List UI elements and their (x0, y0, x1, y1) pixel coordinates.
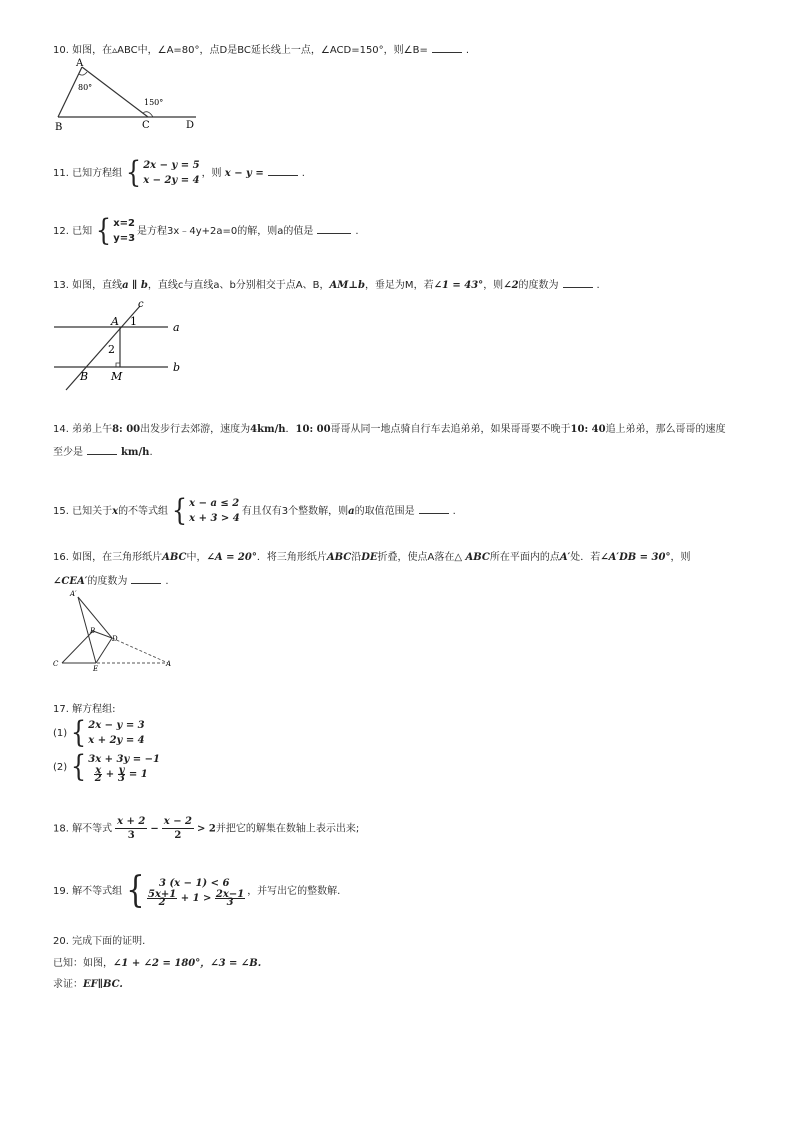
label-2: 2 (108, 343, 115, 356)
label-B: B (80, 370, 89, 383)
answer-blank (87, 444, 117, 455)
label-A: A (111, 315, 119, 328)
label-D: D (112, 635, 118, 643)
answer-blank (131, 573, 161, 584)
question-14-line2: 至少是 km/h. (53, 444, 153, 460)
figure-q13-parallel-lines (50, 296, 190, 392)
label-A: A (76, 58, 84, 69)
q10-text: 10. 如图，在▵ABC中，∠A=80°，点D是BC延长线上一点，∠ACD=150°，则∠B= (53, 45, 428, 56)
label-a: a (173, 321, 180, 334)
label-C: C (142, 120, 150, 131)
label-C: C (53, 660, 59, 668)
question-20: 20. 完成下面的证明. (53, 936, 146, 947)
question-14: 14. 弟弟上午8: 00出发步行去郊游，速度为4km/h．10: 00哥哥从同一地点骑自行车去追弟弟，如果哥哥要不晚于10: 40追上弟弟，那么哥哥的速度 (53, 424, 726, 435)
answer-blank (317, 223, 351, 234)
question-20-prove: 求证：EF∥BC. (53, 979, 123, 990)
label-Ap: A′ (70, 590, 77, 598)
equation-system: { 2x − y = 5 x − 2y = 4 (126, 155, 200, 190)
question-20-given: 已知：如图，∠1 + ∠2 = 180°，∠3 = ∠B. (53, 958, 262, 969)
answer-blank (432, 42, 462, 53)
label-b: b (173, 361, 181, 374)
label-M: M (111, 370, 123, 383)
question-11: 11. 已知方程组 { 2x − y = 5 x − 2y = 4 ，则 x − y = . (53, 155, 305, 190)
question-15: 15. 已知关于x的不等式组 { x − a ≤ 2 x + 3 > 4 有且仅有3个整数解，则a的取值范围是 . (53, 493, 456, 528)
label-80: 80° (78, 83, 93, 92)
label-B: B (90, 627, 96, 635)
inequality-system: { 3 (x − 1) < 6 $\frac{5x+1}{2}$ + 1 > $\frac{2x-1}{3}$ (126, 870, 245, 911)
question-19: 19. 解不等式组 { 3 (x − 1) < 6 $\frac{5x+1}{2}$ + 1 > $\frac{2x-1}{3}$ ，并写出它的整数解. (53, 870, 341, 911)
figure-q10-triangle (50, 58, 210, 133)
answer-blank (419, 503, 449, 514)
figure-q16-folded-triangle (52, 589, 182, 671)
question-17-part1: (1) { 2x − y = 3 x + 2y = 4 (53, 715, 145, 750)
label-1: 1 (130, 315, 137, 328)
question-13: 13. 如图，直线a ∥ b，直线c与直线a、b分别相交于点A、B，AM⊥b，垂足为M，若∠1 = 43°，则∠2的度数为 . (53, 277, 600, 293)
question-16-line2: ∠CEA′的度数为 . (53, 573, 169, 589)
answer-blank (563, 277, 593, 288)
label-150: 150° (144, 98, 164, 107)
question-12: 12. 已知 { x=2 y=3 是方程3x﹣4y+2a=0的解，则a的值是 . (53, 213, 359, 248)
question-10: 10. 如图，在▵ABC中，∠A=80°，点D是BC延长线上一点，∠ACD=150°，则∠B= . (53, 42, 469, 58)
question-18: 18. 解不等式 $\frac{x + 2}{3}$ − $\frac{x - 2}{2}$ > 2并把它的解集在数轴上表示出来; (53, 816, 360, 841)
question-17: 17. 解方程组: (53, 704, 116, 715)
label-A: A (166, 660, 172, 668)
equation-system: { x=2 y=3 (96, 213, 136, 248)
label-B: B (55, 122, 63, 133)
question-16: 16. 如图，在三角形纸片ABC中，∠A = 20°．将三角形纸片ABC沿DE折叠，使点A落在△ ABC所在平面内的点A′处．若∠A′DB = 30°，则 (53, 552, 691, 563)
label-D: D (186, 120, 195, 131)
answer-blank (268, 165, 298, 176)
label-E: E (93, 665, 99, 673)
label-c: c (138, 299, 144, 310)
question-17-part2: (2) { 3x + 3y = −1 $\frac{x}{2}$ + $\frac{y}{3}$ = 1 (53, 749, 160, 784)
inequality-system: { x − a ≤ 2 x + 3 > 4 (171, 493, 240, 528)
